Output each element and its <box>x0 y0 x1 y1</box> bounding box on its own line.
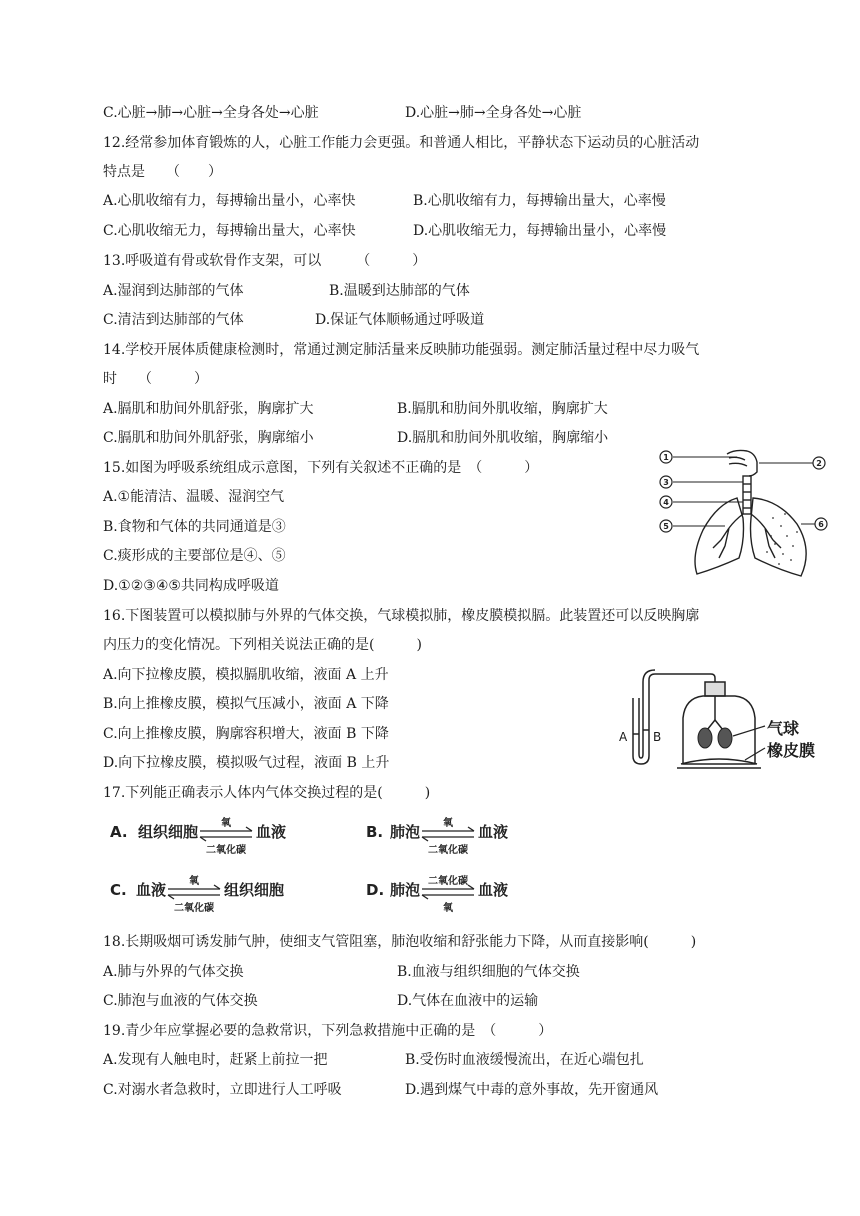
q18-option-c: C.肺泡与血液的气体交换 <box>103 993 258 1009</box>
q16-option-c: C.向上推橡皮膜，胸廓容积增大，液面 B 下降 <box>103 726 389 742</box>
q17b-right: 血液 <box>478 823 509 841</box>
q17d-letter: D. <box>366 881 385 899</box>
q14-option-a: A.膈肌和肋间外肌舒张，胸廓扩大 <box>103 401 314 417</box>
q15-option-d: D.①②③④⑤共同构成呼吸道 <box>103 578 279 594</box>
label-4-text: 4 <box>663 498 669 507</box>
q14-option-d: D.膈肌和肋间外肌收缩，胸廓缩小 <box>397 430 609 446</box>
q19-option-d: D.遇到煤气中毒的意外事故，先开窗通风 <box>405 1082 659 1098</box>
q15-stem: 15.如图为呼吸系统组成示意图，下列有关叙述不正确的是 （ ） <box>103 460 539 476</box>
q17a-bottom: 二氧化碳 <box>206 845 246 855</box>
q12-stem-line2: 特点是 （ ） <box>103 164 222 180</box>
q18-option-b: B.血液与组织细胞的气体交换 <box>397 964 580 980</box>
q12-stem-line1: 12.经常参加体育锻炼的人，心脏工作能力会更强。和普通人相比，平静状态下运动员的心脏活动 <box>103 135 700 151</box>
q19-option-c: C.对溺水者急救时，立即进行人工呼吸 <box>103 1082 342 1098</box>
label-2-text: 2 <box>816 459 822 468</box>
q19-option-b: B.受伤时血液缓慢流出，在近心端包扎 <box>405 1052 644 1068</box>
q14-option-c: C.膈肌和肋间外肌舒张，胸廓缩小 <box>103 430 314 446</box>
manometer-label-b: B <box>653 730 662 744</box>
q12-option-c: C.心肌收缩无力，每搏输出量大，心率快 <box>103 223 356 239</box>
q17-stem: 17.下列能正确表示人体内气体交换过程的是( ) <box>103 785 431 801</box>
q17c-letter: C. <box>110 881 127 899</box>
q17a-left: 组织细胞 <box>138 823 199 841</box>
q16-option-b: B.向上推橡皮膜，模拟气压减小，液面 A 下降 <box>103 696 389 712</box>
q13-option-b: B.温暖到达肺部的气体 <box>329 283 470 299</box>
q17b-letter: B. <box>366 823 384 841</box>
q17b-bottom: 二氧化碳 <box>428 845 468 855</box>
q17a-right: 血液 <box>256 823 287 841</box>
q17d-left: 肺泡 <box>390 881 421 899</box>
q16-stem-line1: 16.下图装置可以模拟肺与外界的气体交换，气球模拟肺，橡皮膜模拟膈。此装置还可以反映胸廓 <box>103 608 700 624</box>
membrane-label: 橡皮膜 <box>767 741 816 760</box>
q19-option-a: A.发现有人触电时，赶紧上前拉一把 <box>103 1052 328 1068</box>
q12-option-a: A.心肌收缩有力，每搏输出量小，心率快 <box>103 193 356 209</box>
q17d-top: 二氧化碳 <box>428 876 468 887</box>
q13-stem: 13.呼吸道有骨或软骨作支架，可以 （ ） <box>103 253 427 269</box>
label-3-text: 3 <box>663 478 669 487</box>
label-5-text: 5 <box>663 522 669 531</box>
q16-option-d: D.向下拉橡皮膜，模拟吸气过程，液面 B 上升 <box>103 755 390 771</box>
q15-option-c: C.痰形成的主要部位是④、⑤ <box>103 548 286 564</box>
q17c-left: 血液 <box>136 881 167 899</box>
q18-option-a: A.肺与外界的气体交换 <box>103 964 244 980</box>
q17c-bottom: 二氧化碳 <box>174 903 214 913</box>
q12-option-d: D.心肌收缩无力，每搏输出量小，心率慢 <box>413 223 667 239</box>
q17d-right: 血液 <box>478 881 509 899</box>
q12-option-b: B.心肌收缩有力，每搏输出量大，心率慢 <box>413 193 666 209</box>
q17a-letter: A. <box>110 823 128 841</box>
q13-option-a: A.湿润到达肺部的气体 <box>103 283 244 299</box>
balloon-label: 气球 <box>767 719 800 738</box>
q16-stem-line2: 内压力的变化情况。下列相关说法正确的是( ) <box>103 637 422 653</box>
q14-stem-line2: 时 （ ） <box>103 371 208 387</box>
q17b-top: 氧 <box>443 818 453 829</box>
q17-option-d <box>364 873 694 913</box>
q13-option-d: D.保证气体顺畅通过呼吸道 <box>315 312 485 328</box>
q17d-bottom: 氧 <box>443 903 453 913</box>
q14-option-b: B.膈肌和肋间外肌收缩，胸廓扩大 <box>397 401 608 417</box>
q17b-left: 肺泡 <box>390 823 421 841</box>
respiratory-system-figure <box>655 448 835 580</box>
q18-stem: 18.长期吸烟可诱发肺气肿，使细支气管阻塞，肺泡收缩和舒张能力下降，从而直接影响( ) <box>103 934 697 950</box>
q15-option-b: B.食物和气体的共同通道是③ <box>103 519 286 535</box>
q16-option-a: A.向下拉橡皮膜，模拟膈肌收缩，液面 A 上升 <box>103 667 389 683</box>
q17c-right: 组织细胞 <box>224 881 285 899</box>
q18-option-d: D.气体在血液中的运输 <box>397 993 539 1009</box>
q15-option-a: A.①能清洁、温暖、湿润空气 <box>103 489 285 505</box>
bell-jar-figure <box>615 668 825 770</box>
q11-option-d: D.心脏→肺→全身各处→心脏 <box>405 105 582 121</box>
q11-option-c: C.心脏→肺→心脏→全身各处→心脏 <box>103 105 319 121</box>
q13-option-c: C.清洁到达肺部的气体 <box>103 312 244 328</box>
q17-option-b <box>364 815 694 855</box>
q19-stem: 19.青少年应掌握必要的急救常识，下列急救措施中正确的是 （ ） <box>103 1023 553 1039</box>
label-1-text: 1 <box>663 453 669 462</box>
label-6-text: 6 <box>818 520 824 529</box>
q17a-top: 氧 <box>221 818 231 829</box>
q14-stem-line1: 14.学校开展体质健康检测时，常通过测定肺活量来反映肺功能强弱。测定肺活量过程中尽力吸气 <box>103 342 700 358</box>
q17c-top: 氧 <box>189 876 199 887</box>
manometer-label-a: A <box>619 730 628 744</box>
